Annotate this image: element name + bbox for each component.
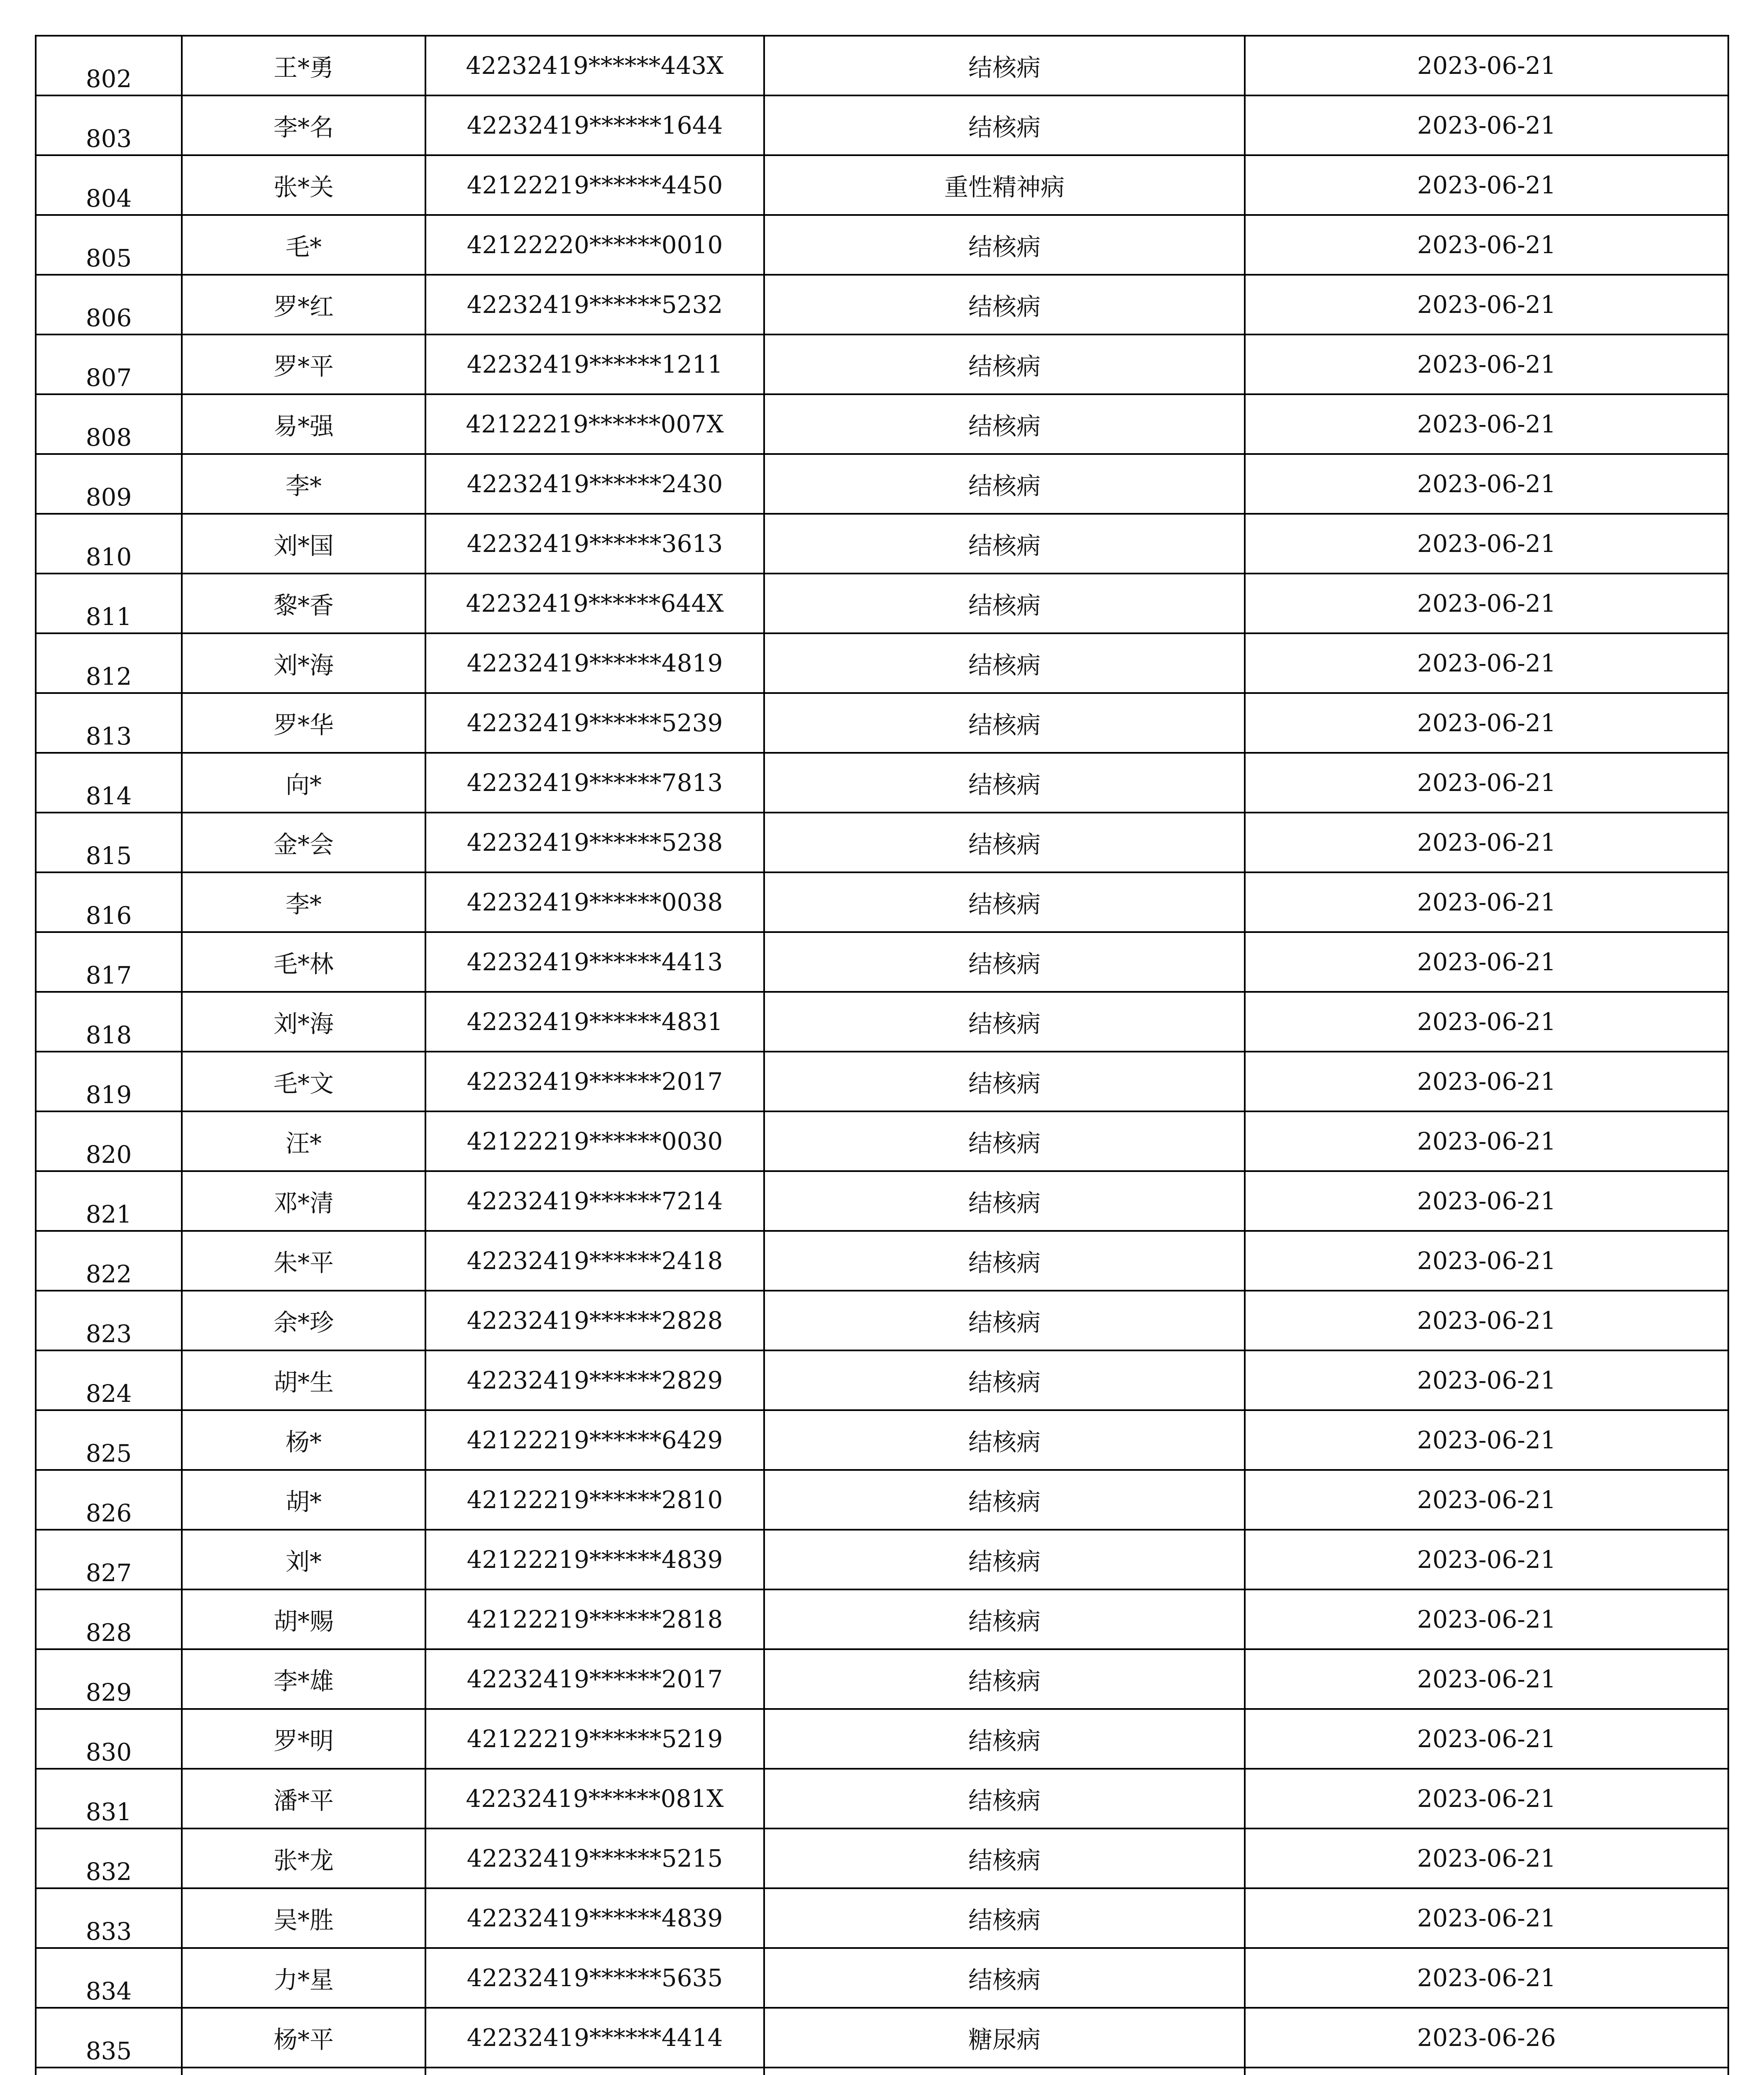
- cell-date: 2023-06-21: [1245, 1888, 1728, 1948]
- table-row: [36, 155, 1728, 215]
- table-row: [36, 633, 1728, 693]
- cell-number: 813: [36, 693, 182, 753]
- cell-date: 2023-06-21: [1245, 1291, 1728, 1350]
- table-row: [36, 1111, 1728, 1171]
- cell-date: 2023-06-21: [1245, 1171, 1728, 1231]
- cell-id-number: 42232419******2017: [425, 1052, 764, 1111]
- cell-name: 刘*海: [182, 633, 425, 693]
- cell-number: 835: [36, 2008, 182, 2068]
- cell-id-number: 42232419******4819: [425, 633, 764, 693]
- cell-id-number: 42232419******3613: [425, 514, 764, 574]
- cell-date: 2023-06-21: [1245, 514, 1728, 574]
- records-body: [36, 36, 1728, 2075]
- cell-number: 810: [36, 514, 182, 574]
- table-row: [36, 95, 1728, 155]
- cell-number: 818: [36, 992, 182, 1052]
- cell-name: 罗*明: [182, 1709, 425, 1769]
- cell-id-number: 42122219******007X: [425, 394, 764, 454]
- cell-date: 2023-06-21: [1245, 1052, 1728, 1111]
- cell-date: 2023-06-21: [1245, 813, 1728, 872]
- cell-name: 罗*红: [182, 275, 425, 334]
- table-row: [36, 36, 1728, 95]
- cell-disease-category: [764, 2068, 1245, 2075]
- cell-date: 2023-06-21: [1245, 1948, 1728, 2008]
- cell-disease-category: 结核病: [764, 813, 1245, 872]
- cell-disease-category: 结核病: [764, 1888, 1245, 1948]
- cell-name: 刘*: [182, 1530, 425, 1589]
- cell-id-number: 42232419******5232: [425, 275, 764, 334]
- cell-name: 刘*国: [182, 514, 425, 574]
- cell-date: 2023-06-21: [1245, 1649, 1728, 1709]
- cell-name: 罗*平: [182, 334, 425, 394]
- cell-name: 杨*平: [182, 2008, 425, 2068]
- cell-id-number: 42232419******2828: [425, 1291, 764, 1350]
- cell-id-number: 42232419******443X: [425, 36, 764, 95]
- cell-date: 2023-06-21: [1245, 1589, 1728, 1649]
- table-row: [36, 215, 1728, 275]
- cell-date: 2023-06-21: [1245, 155, 1728, 215]
- table-row: [36, 394, 1728, 454]
- cell-date: 2023-06-21: [1245, 1530, 1728, 1589]
- cell-number: 812: [36, 633, 182, 693]
- table-row: [36, 1649, 1728, 1709]
- cell-disease-category: 结核病: [764, 1530, 1245, 1589]
- cell-id-number: 42232419******5635: [425, 1948, 764, 2008]
- cell-number: 823: [36, 1291, 182, 1350]
- cell-disease-category: 结核病: [764, 275, 1245, 334]
- cell-name: 胡*赐: [182, 1589, 425, 1649]
- cell-date: 2023-06-21: [1245, 633, 1728, 693]
- cell-name: [182, 2068, 425, 2075]
- cell-id-number: 42232419******081X: [425, 1769, 764, 1828]
- cell-name: 金*会: [182, 813, 425, 872]
- table-row: [36, 1470, 1728, 1530]
- cell-number: 821: [36, 1171, 182, 1231]
- cell-disease-category: 结核病: [764, 992, 1245, 1052]
- cell-name: 毛*林: [182, 932, 425, 992]
- cell-date: 2023-06-21: [1245, 215, 1728, 275]
- cell-disease-category: 结核病: [764, 1171, 1245, 1231]
- cell-name: 毛*文: [182, 1052, 425, 1111]
- cell-name: 向*: [182, 753, 425, 813]
- cell-id-number: 42232419******4839: [425, 1888, 764, 1948]
- cell-number: 814: [36, 753, 182, 813]
- cell-disease-category: 结核病: [764, 932, 1245, 992]
- cell-id-number: 42122219******2818: [425, 1589, 764, 1649]
- cell-name: 汪*: [182, 1111, 425, 1171]
- table-row: [36, 1888, 1728, 1948]
- cell-id-number: 42122219******2810: [425, 1470, 764, 1530]
- table-row: [36, 2068, 1728, 2075]
- cell-number: 827: [36, 1530, 182, 1589]
- cell-id-number: 42122219******4839: [425, 1530, 764, 1589]
- cell-number: 807: [36, 334, 182, 394]
- cell-disease-category: 结核病: [764, 215, 1245, 275]
- cell-name: 吴*胜: [182, 1888, 425, 1948]
- cell-date: 2023-06-21: [1245, 454, 1728, 514]
- cell-disease-category: 结核病: [764, 1948, 1245, 2008]
- cell-date: 2023-06-21: [1245, 753, 1728, 813]
- cell-name: 胡*生: [182, 1350, 425, 1410]
- table-row: [36, 275, 1728, 334]
- cell-disease-category: 结核病: [764, 1769, 1245, 1828]
- cell-number: 822: [36, 1231, 182, 1291]
- cell-id-number: 42232419******7214: [425, 1171, 764, 1231]
- cell-number: 825: [36, 1410, 182, 1470]
- cell-date: 2023-06-21: [1245, 1410, 1728, 1470]
- cell-id-number: 42232419******0038: [425, 872, 764, 932]
- cell-number: 811: [36, 574, 182, 633]
- table-row: [36, 1410, 1728, 1470]
- cell-disease-category: 结核病: [764, 1291, 1245, 1350]
- cell-id-number: 42232419******644X: [425, 574, 764, 633]
- cell-name: 毛*: [182, 215, 425, 275]
- cell-disease-category: 结核病: [764, 1410, 1245, 1470]
- cell-name: 朱*平: [182, 1231, 425, 1291]
- table-row: [36, 992, 1728, 1052]
- cell-number: 832: [36, 1828, 182, 1888]
- cell-disease-category: 结核病: [764, 753, 1245, 813]
- cell-date: 2023-06-21: [1245, 932, 1728, 992]
- cell-disease-category: 结核病: [764, 1709, 1245, 1769]
- cell-disease-category: 结核病: [764, 95, 1245, 155]
- cell-date: 2023-06-21: [1245, 574, 1728, 633]
- cell-date: 2023-06-21: [1245, 992, 1728, 1052]
- cell-id-number: 42232419******2418: [425, 1231, 764, 1291]
- cell-id-number: 42232419******5215: [425, 1828, 764, 1888]
- cell-number: 808: [36, 394, 182, 454]
- cell-disease-category: 结核病: [764, 454, 1245, 514]
- cell-name: 杨*: [182, 1410, 425, 1470]
- cell-id-number: 42232419******1644: [425, 95, 764, 155]
- records-table: [35, 35, 1729, 2075]
- cell-name: 张*关: [182, 155, 425, 215]
- cell-disease-category: 结核病: [764, 693, 1245, 753]
- cell-name: 胡*: [182, 1470, 425, 1530]
- cell-id-number: 42232419******4413: [425, 932, 764, 992]
- cell-date: 2023-06-21: [1245, 1111, 1728, 1171]
- cell-date: 2023-06-21: [1245, 36, 1728, 95]
- cell-name: 易*强: [182, 394, 425, 454]
- table-row: [36, 1052, 1728, 1111]
- cell-date: 2023-06-21: [1245, 1350, 1728, 1410]
- cell-disease-category: 结核病: [764, 1589, 1245, 1649]
- cell-name: 潘*平: [182, 1769, 425, 1828]
- cell-number: 831: [36, 1769, 182, 1828]
- cell-disease-category: 结核病: [764, 1231, 1245, 1291]
- cell-date: [1245, 2068, 1728, 2075]
- cell-number: 826: [36, 1470, 182, 1530]
- cell-date: 2023-06-21: [1245, 95, 1728, 155]
- cell-number: 806: [36, 275, 182, 334]
- cell-number: 834: [36, 1948, 182, 2008]
- cell-disease-category: 结核病: [764, 574, 1245, 633]
- table-row: [36, 1530, 1728, 1589]
- cell-disease-category: 结核病: [764, 334, 1245, 394]
- cell-name: 李*: [182, 872, 425, 932]
- table-row: [36, 932, 1728, 992]
- cell-id-number: 42232419******2829: [425, 1350, 764, 1410]
- cell-disease-category: 结核病: [764, 514, 1245, 574]
- table-row: [36, 872, 1728, 932]
- cell-name: 李*名: [182, 95, 425, 155]
- cell-disease-category: 结核病: [764, 36, 1245, 95]
- table-row: [36, 1171, 1728, 1231]
- table-row: [36, 574, 1728, 633]
- cell-disease-category: 结核病: [764, 633, 1245, 693]
- cell-number: 802: [36, 36, 182, 95]
- cell-date: 2023-06-21: [1245, 693, 1728, 753]
- cell-id-number: 42232419******4414: [425, 2008, 764, 2068]
- cell-date: 2023-06-21: [1245, 334, 1728, 394]
- cell-number: 804: [36, 155, 182, 215]
- cell-number: [36, 2068, 182, 2075]
- cell-id-number: 42232419******2430: [425, 454, 764, 514]
- cell-number: 830: [36, 1709, 182, 1769]
- table-row: [36, 1769, 1728, 1828]
- cell-name: 黎*香: [182, 574, 425, 633]
- cell-id-number: 42232419******7813: [425, 753, 764, 813]
- cell-name: 王*勇: [182, 36, 425, 95]
- cell-id-number: 42122219******0030: [425, 1111, 764, 1171]
- cell-id-number: [425, 2068, 764, 2075]
- cell-id-number: 42232419******5238: [425, 813, 764, 872]
- cell-number: 803: [36, 95, 182, 155]
- cell-date: 2023-06-21: [1245, 872, 1728, 932]
- cell-number: 815: [36, 813, 182, 872]
- cell-date: 2023-06-21: [1245, 1709, 1728, 1769]
- table-row: [36, 454, 1728, 514]
- cell-number: 824: [36, 1350, 182, 1410]
- cell-name: 力*星: [182, 1948, 425, 2008]
- table-row: [36, 1589, 1728, 1649]
- cell-number: 819: [36, 1052, 182, 1111]
- cell-id-number: 42232419******5239: [425, 693, 764, 753]
- cell-name: 张*龙: [182, 1828, 425, 1888]
- cell-disease-category: 结核病: [764, 872, 1245, 932]
- table-row: [36, 1231, 1728, 1291]
- cell-number: 833: [36, 1888, 182, 1948]
- cell-id-number: 42232419******2017: [425, 1649, 764, 1709]
- cell-disease-category: 结核病: [764, 1470, 1245, 1530]
- table-row: [36, 1350, 1728, 1410]
- cell-date: 2023-06-26: [1245, 2008, 1728, 2068]
- cell-name: 李*: [182, 454, 425, 514]
- cell-id-number: 42122220******0010: [425, 215, 764, 275]
- table-row: [36, 813, 1728, 872]
- cell-name: 刘*海: [182, 992, 425, 1052]
- cell-disease-category: 结核病: [764, 1111, 1245, 1171]
- cell-disease-category: 结核病: [764, 394, 1245, 454]
- cell-date: 2023-06-21: [1245, 1231, 1728, 1291]
- cell-date: 2023-06-21: [1245, 1769, 1728, 1828]
- cell-id-number: 42122219******5219: [425, 1709, 764, 1769]
- cell-name: 李*雄: [182, 1649, 425, 1709]
- cell-number: 805: [36, 215, 182, 275]
- cell-id-number: 42122219******6429: [425, 1410, 764, 1470]
- cell-disease-category: 糖尿病: [764, 2008, 1245, 2068]
- cell-number: 828: [36, 1589, 182, 1649]
- table-row: [36, 1828, 1728, 1888]
- table-row: [36, 1709, 1728, 1769]
- cell-disease-category: 结核病: [764, 1350, 1245, 1410]
- table-row: [36, 753, 1728, 813]
- cell-number: 816: [36, 872, 182, 932]
- table-row: [36, 693, 1728, 753]
- cell-disease-category: 重性精神病: [764, 155, 1245, 215]
- cell-number: 817: [36, 932, 182, 992]
- cell-disease-category: 结核病: [764, 1649, 1245, 1709]
- cell-date: 2023-06-21: [1245, 394, 1728, 454]
- cell-name: 邓*清: [182, 1171, 425, 1231]
- cell-name: 罗*华: [182, 693, 425, 753]
- cell-disease-category: 结核病: [764, 1052, 1245, 1111]
- cell-id-number: 42122219******4450: [425, 155, 764, 215]
- cell-number: 820: [36, 1111, 182, 1171]
- table-row: [36, 1948, 1728, 2008]
- cell-disease-category: 结核病: [764, 1828, 1245, 1888]
- table-row: [36, 514, 1728, 574]
- cell-id-number: 42232419******1211: [425, 334, 764, 394]
- table-row: [36, 334, 1728, 394]
- cell-date: 2023-06-21: [1245, 1828, 1728, 1888]
- table-row: [36, 2008, 1728, 2068]
- table-row: [36, 1291, 1728, 1350]
- cell-date: 2023-06-21: [1245, 1470, 1728, 1530]
- cell-name: 余*珍: [182, 1291, 425, 1350]
- cell-number: 829: [36, 1649, 182, 1709]
- cell-id-number: 42232419******4831: [425, 992, 764, 1052]
- cell-number: 809: [36, 454, 182, 514]
- cell-date: 2023-06-21: [1245, 275, 1728, 334]
